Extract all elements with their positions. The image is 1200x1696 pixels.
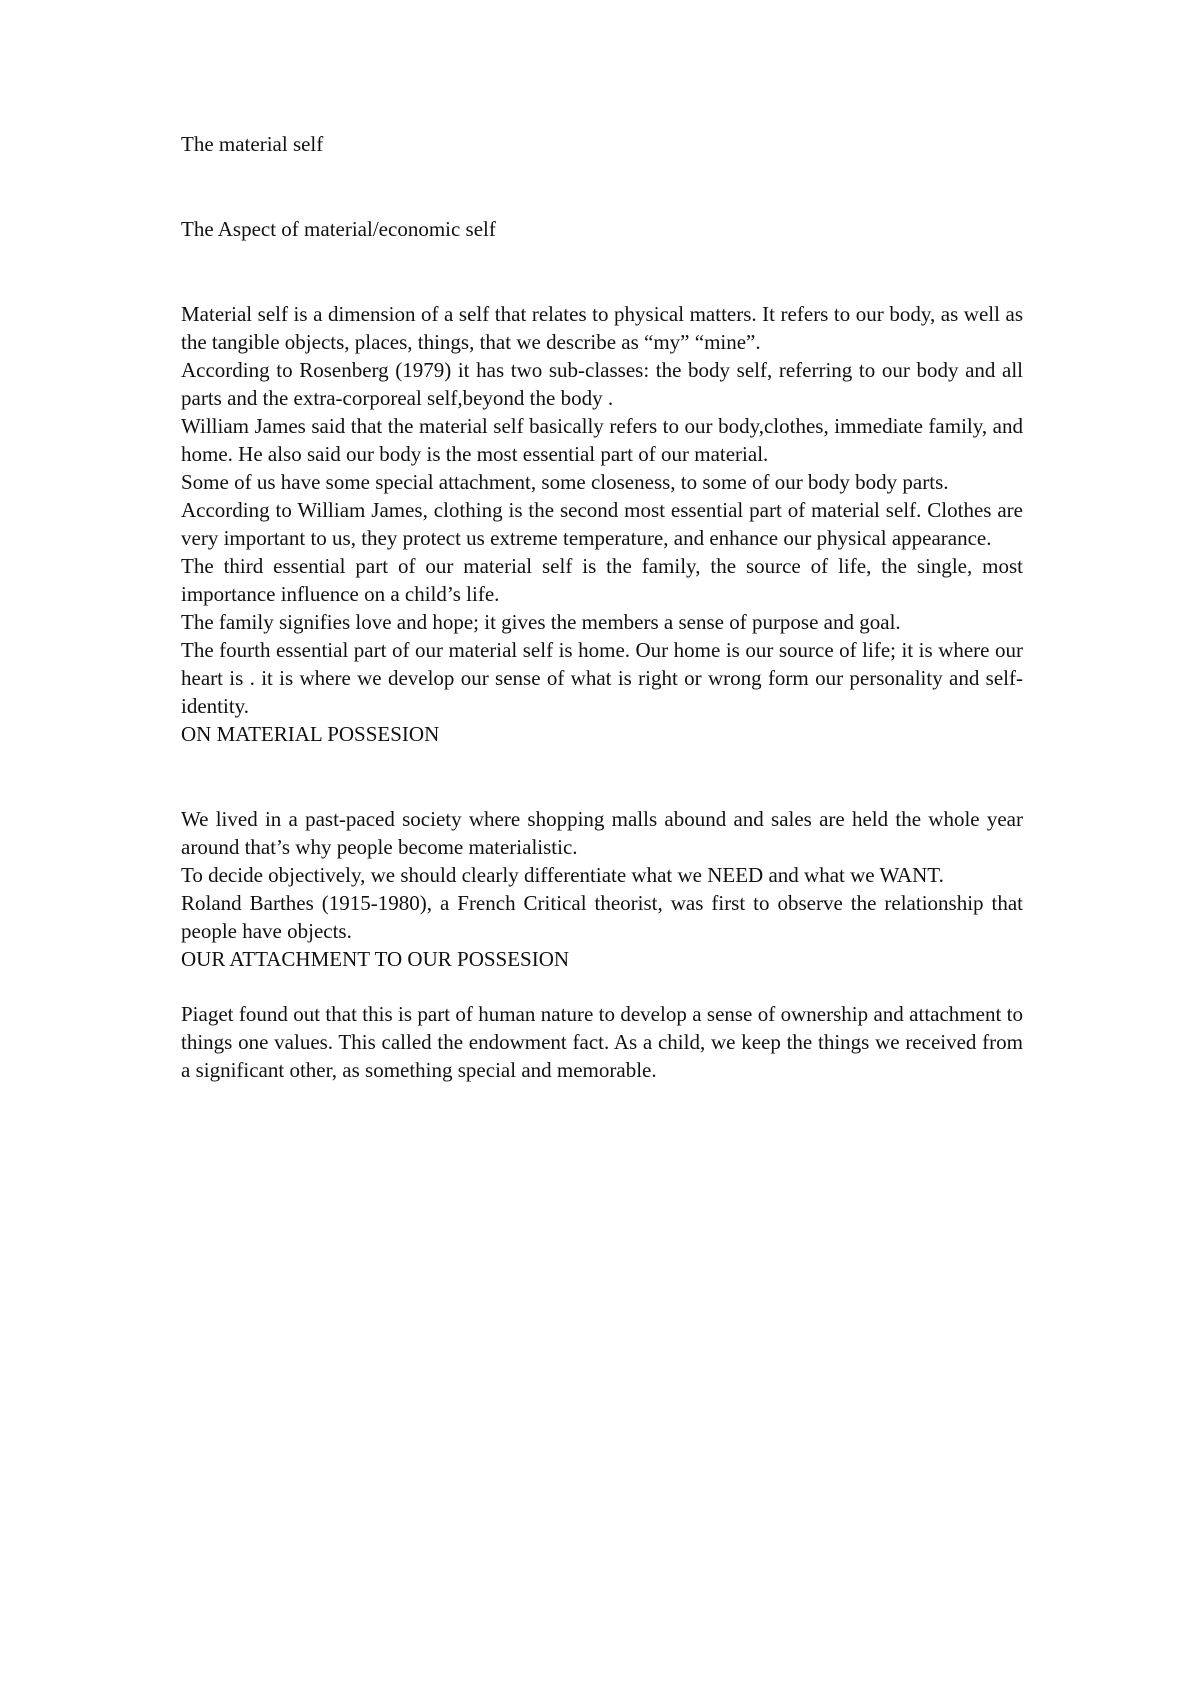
paragraph: According to Rosenberg (1979) it has two sub-classes: the body self, referring to our body and all parts and the extra-corporeal self,beyond the body . xyxy=(181,358,1023,410)
paragraph: The third essential part of our material self is the family, the source of life, the single, most importance influence on a child’s life. xyxy=(181,554,1023,606)
section-heading: OUR ATTACHMENT TO OUR POSSESION xyxy=(181,947,570,971)
paragraph: The fourth essential part of our material self is home. Our home is our source of life; it is where our heart is . it is where we develop our sense of what is right or wrong form our personality and self-identity. xyxy=(181,638,1023,718)
paragraph: We lived in a past-paced society where shopping malls abound and sales are held the whole year around that’s why people become materialistic. xyxy=(181,807,1023,859)
paragraph: Roland Barthes (1915-1980), a French Critical theorist, was first to observe the relationship that people have objects. xyxy=(181,891,1023,943)
paragraph: Material self is a dimension of a self that relates to physical matters. It refers to our body, as well as the tangible objects, places, things, that we describe as “my” “mine”. xyxy=(181,302,1023,354)
paragraph: According to William James, clothing is the second most essential part of material self. Clothes are very important to us, they protect us extreme temperature, and enhance our physical appearance. xyxy=(181,498,1023,550)
document-title: The material self xyxy=(181,132,324,156)
paragraph: William James said that the material self basically refers to our body,clothes, immediate family, and home. He also said our body is the most essential part of our material. xyxy=(181,414,1023,466)
document-subtitle: The Aspect of material/economic self xyxy=(181,217,496,241)
paragraph: Some of us have some special attachment, some closeness, to some of our body body parts. xyxy=(181,470,949,494)
paragraph: To decide objectively, we should clearly differentiate what we NEED and what we WANT. xyxy=(181,863,944,887)
section-heading: ON MATERIAL POSSESION xyxy=(181,722,440,746)
paragraph: Piaget found out that this is part of human nature to develop a sense of ownership and attachment to things one values. This called the endowment fact. As a child, we keep the things we received from a significant other, as something special and memorable. xyxy=(181,1002,1023,1082)
document-page xyxy=(181,130,1023,1084)
paragraph: The family signifies love and hope; it gives the members a sense of purpose and goal. xyxy=(181,610,901,634)
